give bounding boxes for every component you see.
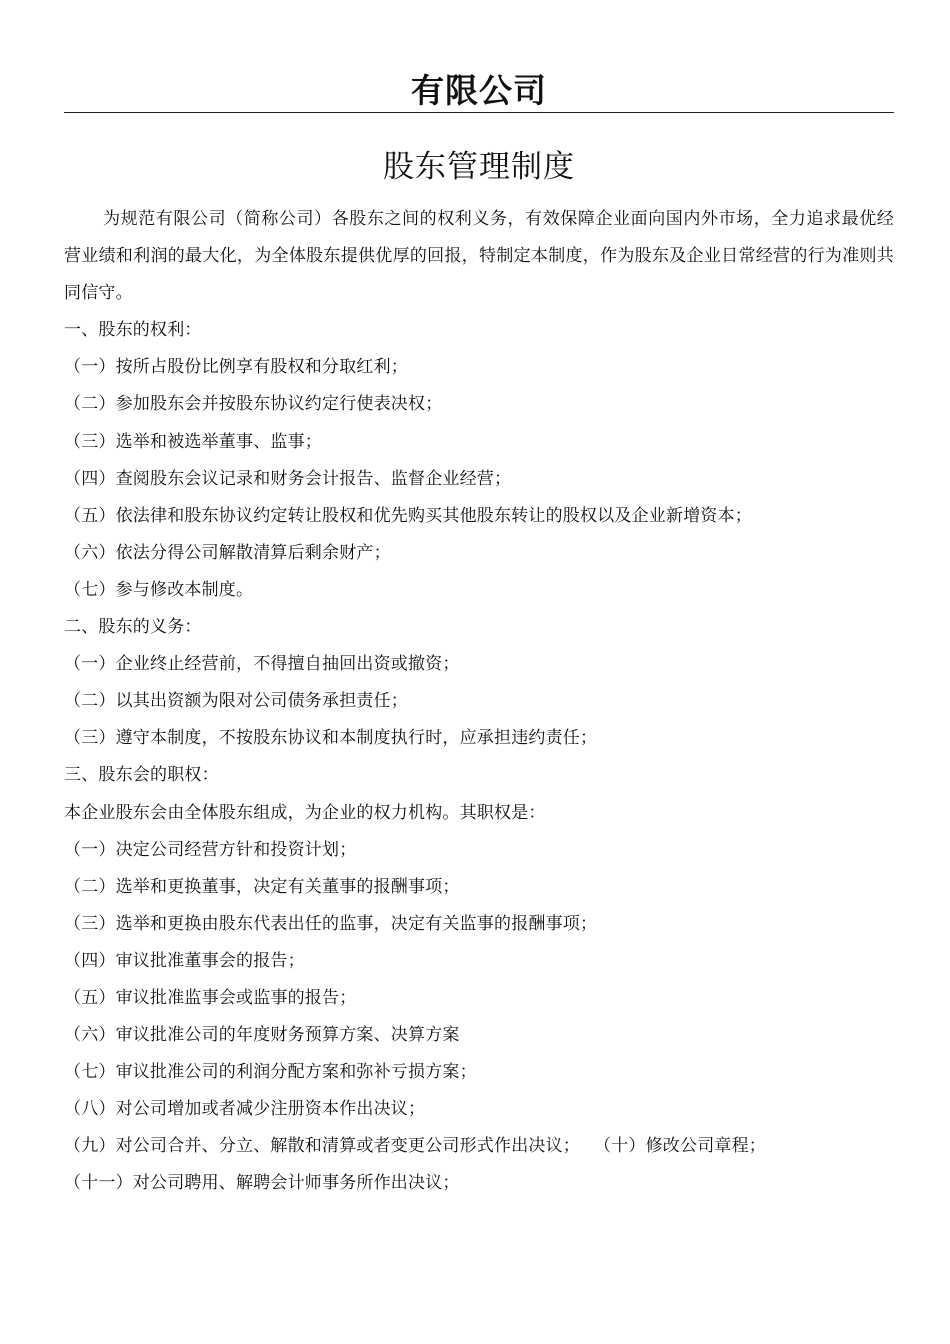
intro-paragraph: 为规范有限公司（简称公司）各股东之间的权利义务，有效保障企业面向国内外市场，全力追求最优经营业绩和利润的最大化，为全体股东提供优厚的回报，特制定本制度，作为股东及企业日常经营的行为准则共同信守。 (64, 209, 894, 304)
section-heading-obligations: 二、股东的义务： (64, 617, 202, 638)
powers-item-10: （十）修改公司章程； (594, 1136, 766, 1157)
powers-item-6: （六）审议批准公司的年度财务预算方案、决算方案 (64, 1025, 460, 1046)
document-body (64, 201, 894, 1203)
powers-item-9-10-line (64, 1128, 894, 1165)
document-title: 股东管理制度 (383, 149, 575, 185)
powers-item-4: （四）审议批准董事会的报告； (64, 950, 305, 971)
rights-item-5: （五）依法律和股东协议约定转让股权和优先购买其他股东转让的股权以及企业新增资本； (64, 505, 752, 526)
company-name-header: 有限公司 (411, 71, 547, 110)
header-divider (64, 112, 894, 113)
rights-item-2: （二）参加股东会并按股东协议约定行使表决权； (64, 394, 443, 415)
powers-item-5: （五）审议批准监事会或监事的报告； (64, 987, 357, 1008)
rights-item-1: （一）按所占股份比例享有股权和分取红利； (64, 357, 408, 378)
obligations-item-2: （二）以其出资额为限对公司债务承担责任； (64, 691, 408, 712)
section-heading-powers: 三、股东会的职权： (64, 765, 219, 786)
powers-item-3: （三）选举和更换由股东代表出任的监事，决定有关监事的报酬事项； (64, 913, 598, 934)
section-heading-rights: 一、股东的权利： (64, 320, 202, 341)
rights-item-3: （三）选举和被选举董事、监事； (64, 431, 322, 452)
obligations-item-3: （三）遵守本制度，不按股东协议和本制度执行时，应承担违约责任； (64, 728, 598, 749)
rights-item-4: （四）查阅股东会议记录和财务会计报告、监督企业经营； (64, 468, 512, 489)
powers-item-8: （八）对公司增加或者减少注册资本作出决议； (64, 1099, 426, 1120)
obligations-item-1: （一）企业终止经营前，不得擅自抽回出资或撤资； (64, 654, 460, 675)
powers-item-7: （七）审议批准公司的利润分配方案和弥补亏损方案； (64, 1062, 477, 1083)
powers-intro: 本企业股东会由全体股东组成，为企业的权力机构。其职权是： (64, 802, 546, 823)
powers-item-1: （一）决定公司经营方针和投资计划； (64, 839, 357, 860)
powers-item-9: （九）对公司合并、分立、解散和清算或者变更公司形式作出决议； (64, 1136, 580, 1157)
powers-item-11: （十一）对公司聘用、解聘会计师事务所作出决议； (64, 1173, 460, 1194)
rights-item-7: （七）参与修改本制度。 (64, 579, 254, 600)
rights-item-6: （六）依法分得公司解散清算后剩余财产； (64, 542, 391, 563)
powers-item-2: （二）选举和更换董事，决定有关董事的报酬事项； (64, 876, 460, 897)
